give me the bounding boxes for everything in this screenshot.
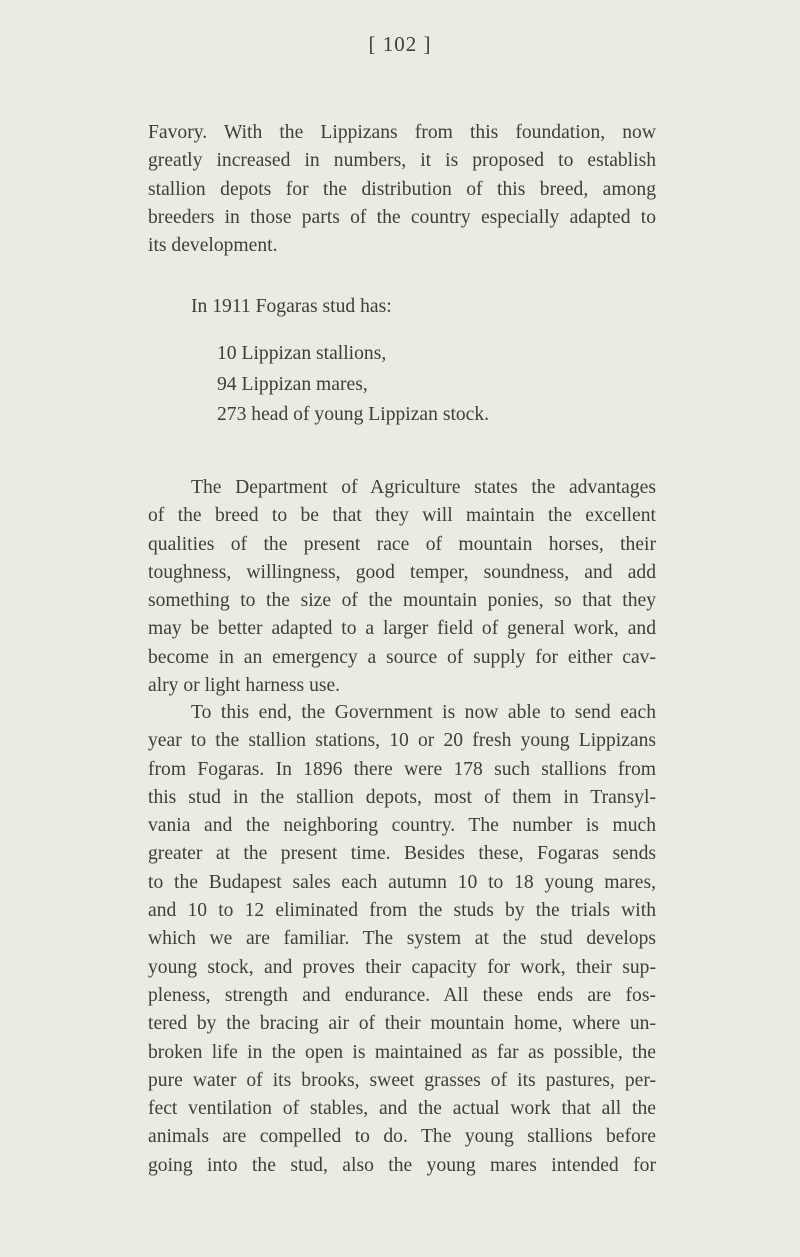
text-line: pleness, strength and endurance. All these ends are fos- bbox=[148, 984, 656, 1006]
list-item: 10 Lippizan stallions, bbox=[217, 343, 387, 364]
text-line: breeders in those parts of the country especially adapted to bbox=[148, 206, 656, 228]
text-line: tered by the bracing air of their mountain home, where un- bbox=[148, 1013, 656, 1035]
list-item: 273 head of young Lippizan stock. bbox=[217, 404, 490, 425]
paragraph-favory bbox=[148, 119, 656, 260]
text-line: and 10 to 12 eliminated from the studs by the trials with bbox=[148, 900, 656, 922]
text-line: become in an emergency a source of supply for either cav- bbox=[148, 646, 656, 668]
text-line: this stud in the stallion depots, most of them in Transyl- bbox=[148, 786, 656, 808]
text-line: In 1911 Fogaras stud has: bbox=[191, 296, 392, 317]
paragraph-government bbox=[148, 699, 656, 1180]
text-line: broken life in the open is maintained as far as possible, the bbox=[148, 1041, 656, 1063]
text-line: fect ventilation of stables, and the actual work that all the bbox=[148, 1098, 656, 1120]
text-line: animals are compelled to do. The young stallions before bbox=[148, 1126, 656, 1148]
text-line: going into the stud, also the young mares intended for bbox=[148, 1154, 656, 1176]
text-line: from Fogaras. In 1896 there were 178 such stallions from bbox=[148, 758, 656, 780]
text-line: toughness, willingness, good temper, soundness, and add bbox=[148, 561, 656, 583]
stud-intro bbox=[191, 293, 651, 321]
text-line: greatly increased in numbers, it is proposed to establish bbox=[148, 150, 656, 172]
text-line: pure water of its brooks, sweet grasses of its pastures, per- bbox=[148, 1069, 656, 1091]
text-line: may be better adapted to a larger field of general work, and bbox=[148, 618, 656, 640]
text-line: To this end, the Government is now able to send each bbox=[191, 702, 656, 723]
text-line: vania and the neighboring country. The number is much bbox=[148, 815, 656, 837]
text-line: Favory. With the Lippizans from this foundation, now bbox=[148, 122, 656, 143]
text-line: stallion depots for the distribution of this breed, among bbox=[148, 178, 656, 200]
text-line: something to the size of the mountain ponies, so that they bbox=[148, 590, 656, 612]
text-line: which we are familiar. The system at the stud develops bbox=[148, 928, 656, 950]
stud-list bbox=[217, 339, 489, 431]
page-number: [ 102 ] bbox=[368, 32, 432, 56]
text-line: its development. bbox=[148, 235, 278, 257]
text-line: The Department of Agriculture states the advantages bbox=[191, 477, 656, 498]
text-line: of the breed to be that they will maintain the excellent bbox=[148, 505, 656, 527]
text-line: young stock, and proves their capacity for work, their sup- bbox=[148, 956, 656, 978]
list-item: 94 Lippizan mares, bbox=[217, 373, 368, 395]
paragraph-department bbox=[148, 474, 656, 700]
text-line: alry or light harness use. bbox=[148, 675, 341, 697]
text-line: year to the stallion stations, 10 or 20 fresh young Lippizans bbox=[148, 730, 656, 752]
text-line: to the Budapest sales each autumn 10 to 18 young mares, bbox=[148, 871, 656, 893]
text-line: greater at the present time. Besides these, Fogaras sends bbox=[148, 843, 656, 865]
text-line: qualities of the present race of mountain horses, their bbox=[148, 533, 656, 555]
